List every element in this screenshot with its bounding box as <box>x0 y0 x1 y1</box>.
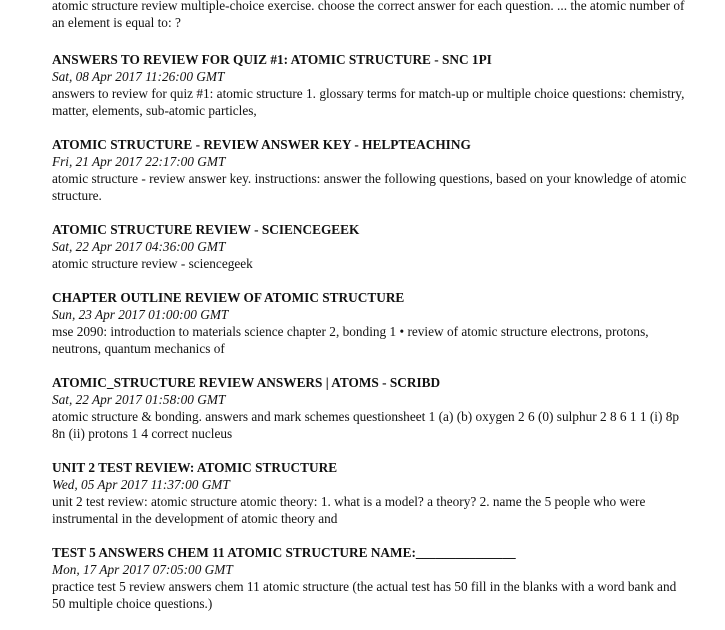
result-entry <box>52 221 692 272</box>
entry-title[interactable]: TEST 5 ANSWERS CHEM 11 ATOMIC STRUCTURE NAME:_______________ <box>52 545 516 560</box>
result-entry <box>52 289 692 357</box>
entry-date: Sat, 22 Apr 2017 01:58:00 GMT <box>52 392 226 407</box>
intro-summary: atomic structure review multiple-choice exercise. choose the correct answer for each question. ... the atomic number of an element is equal to: ? <box>52 0 685 30</box>
entry-date: Fri, 21 Apr 2017 22:17:00 GMT <box>52 154 226 169</box>
entry-summary: atomic structure & bonding. answers and mark schemes questionsheet 1 (a) (b) oxygen 2 6 (0) sulphur 2 8 6 1 1 (i) 8p 8n (ii) protons 1 4 correct nucleus <box>52 409 680 441</box>
entry-summary: atomic structure review - sciencegeek <box>52 256 253 271</box>
result-entry <box>52 544 692 612</box>
entry-title[interactable]: ATOMIC_STRUCTURE REVIEW ANSWERS | ATOMS - SCRIBD <box>52 375 441 390</box>
intro-entry <box>52 0 692 31</box>
entry-date: Sat, 22 Apr 2017 04:36:00 GMT <box>52 239 226 254</box>
entry-summary: atomic structure - review answer key. instructions: answer the following questions, based on your knowledge of atomic structure. <box>52 171 687 203</box>
entry-title[interactable]: UNIT 2 TEST REVIEW: ATOMIC STRUCTURE <box>52 460 338 475</box>
result-entry <box>52 459 692 527</box>
entry-summary: answers to review for quiz #1: atomic structure 1. glossary terms for match-up or multiple choice questions: chemistry, matter, elements, sub-atomic particles, <box>52 86 685 118</box>
document-page <box>52 0 692 630</box>
entry-summary: practice test 5 review answers chem 11 atomic structure (the actual test has 50 fill in the blanks with a word bank and 50 multiple choice questions.) <box>52 579 677 611</box>
entry-date: Sun, 23 Apr 2017 01:00:00 GMT <box>52 307 229 322</box>
entry-title[interactable]: ANSWERS TO REVIEW FOR QUIZ #1: ATOMIC STRUCTURE - SNC 1PI <box>52 52 492 67</box>
entry-date: Mon, 17 Apr 2017 07:05:00 GMT <box>52 562 233 577</box>
entry-date: Wed, 05 Apr 2017 11:37:00 GMT <box>52 477 230 492</box>
entry-summary: unit 2 test review: atomic structure atomic theory: 1. what is a model? a theory? 2. name the 5 people who were instrumental in the development of atomic theory and <box>52 494 646 526</box>
entry-title[interactable]: CHAPTER OUTLINE REVIEW OF ATOMIC STRUCTURE <box>52 290 405 305</box>
entry-title[interactable]: ATOMIC STRUCTURE REVIEW - SCIENCEGEEK <box>52 222 360 237</box>
entry-title[interactable]: ATOMIC STRUCTURE - REVIEW ANSWER KEY - HELPTEACHING <box>52 137 471 152</box>
entry-summary: mse 2090: introduction to materials science chapter 2, bonding 1 • review of atomic structure electrons, protons, neutrons, quantum mechanics of <box>52 324 649 356</box>
entry-date: Sat, 08 Apr 2017 11:26:00 GMT <box>52 69 225 84</box>
result-entry <box>52 51 692 119</box>
result-entry <box>52 374 692 442</box>
result-entry <box>52 136 692 204</box>
